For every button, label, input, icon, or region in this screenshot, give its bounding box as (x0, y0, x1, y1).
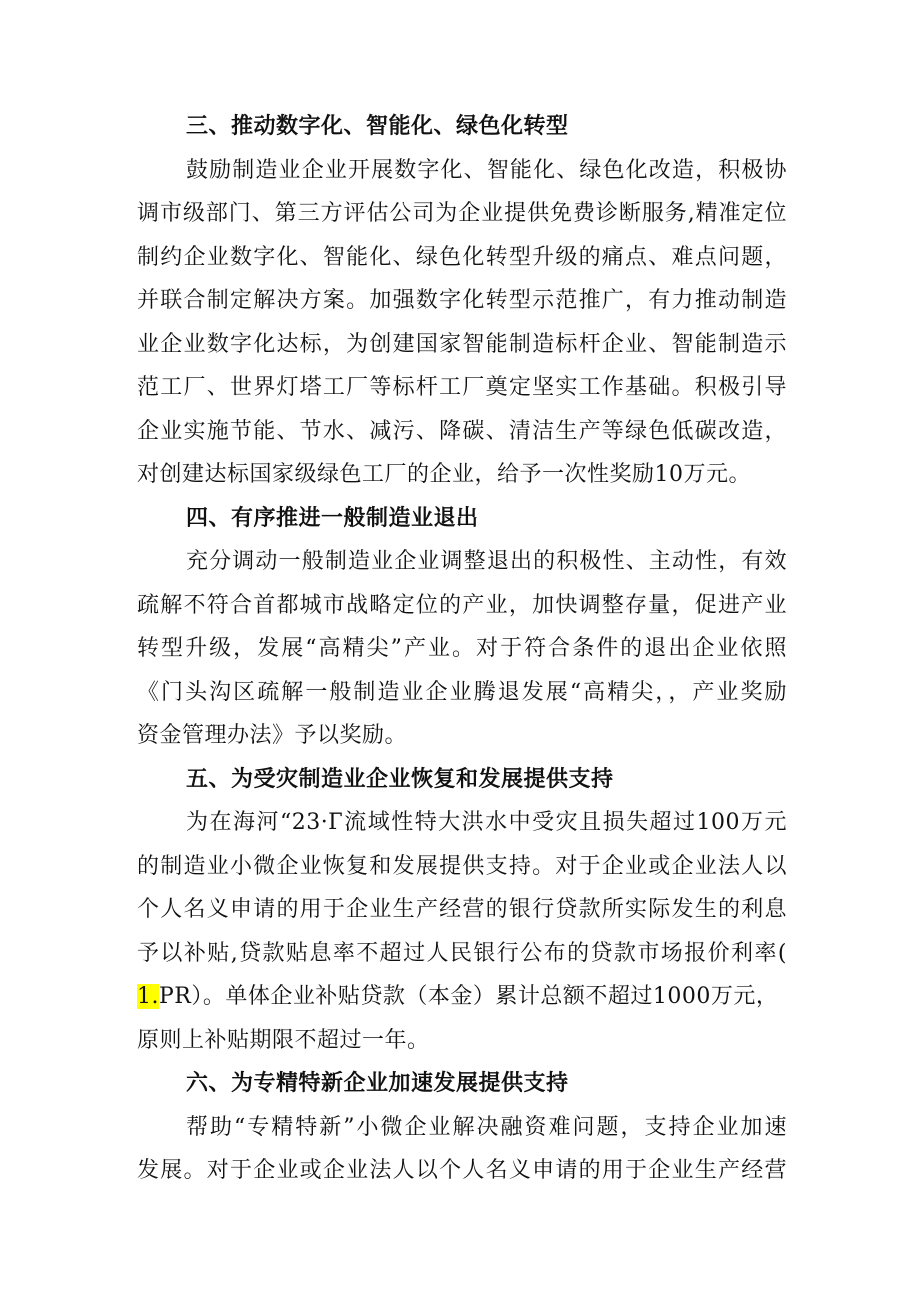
text-run: PR） (159, 984, 203, 1009)
paragraph-line: 予以补贴,贷款贴息率不超过人民银行公布的贷款市场报价利率( (137, 941, 787, 966)
paragraph-line: 并联合制定解决方案。加强数字化转型示范推广，有力推动制造 (137, 288, 787, 313)
text-run: 。单体企业补贴贷款（本金）累计总额不超过1000万元， (202, 984, 779, 1009)
paragraph-line: 原则上补贴期限不超过一年。 (137, 1028, 430, 1053)
paragraph-line: 的制造业小微企业恢复和发展提供支持。对于企业或企业法人以 (137, 854, 787, 879)
section-heading: 三、推动数字化、智能化、绿色化转型 (186, 114, 569, 139)
paragraph-line: 疏解不符合首都城市战略定位的产业，加快调整存量，促进产业 (137, 593, 787, 618)
paragraph-line: 鼓励制造业企业开展数字化、智能化、绿色化改造，积极协 (186, 158, 787, 183)
section-heading: 六、为专精特新企业加速发展提供支持 (186, 1071, 569, 1096)
paragraph-line: 充分调动一般制造业企业调整退出的积极性、主动性，有效 (186, 549, 787, 574)
paragraph-line: 制约企业数字化、智能化、绿色化转型升级的痛点、难点问题， (137, 245, 787, 270)
paragraph-line: 业企业数字化达标，为创建国家智能制造标杆企业、智能制造示 (137, 332, 787, 357)
paragraph-line: 个人名义申请的用于企业生产经营的银行贷款所实际发生的利息 (137, 897, 787, 922)
paragraph-line (137, 977, 787, 1017)
highlighted-text: 1. (137, 984, 159, 1009)
paragraph-line: 《门头沟区疏解一般制造业企业腾退发展“高精尖，，产业奖励 (137, 680, 787, 705)
paragraph-line: 为在海河“23·Г流域性特大洪水中受灾且损失超过100万元 (186, 810, 787, 835)
section-heading: 四、有序推进一般制造业退出 (186, 506, 479, 531)
paragraph-line: 资金管理办法》予以奖励。 (137, 723, 408, 748)
paragraph-line: 对创建达标国家级绿色工厂的企业，给予一次性奖励10万元。 (137, 462, 751, 487)
paragraph-line: 企业实施节能、节水、减污、降碳、清洁生产等绿色低碳改造， (137, 419, 787, 444)
paragraph-line: 帮助“专精特新”小微企业解决融资难问题，支持企业加速 (186, 1115, 787, 1140)
section-heading: 五、为受灾制造业企业恢复和发展提供支持 (186, 767, 614, 792)
paragraph-line: 发展。对于企业或企业法人以个人名义申请的用于企业生产经营 (137, 1158, 787, 1183)
paragraph-line: 范工厂、世界灯塔工厂等标杆工厂奠定坚实工作基础。积极引导 (137, 375, 787, 400)
paragraph-line: 调市级部门、第三方评估公司为企业提供免费诊断服务,精准定位 (137, 201, 787, 226)
paragraph-line: 转型升级，发展“高精尖”产业。对于符合条件的退出企业依照 (137, 636, 787, 661)
